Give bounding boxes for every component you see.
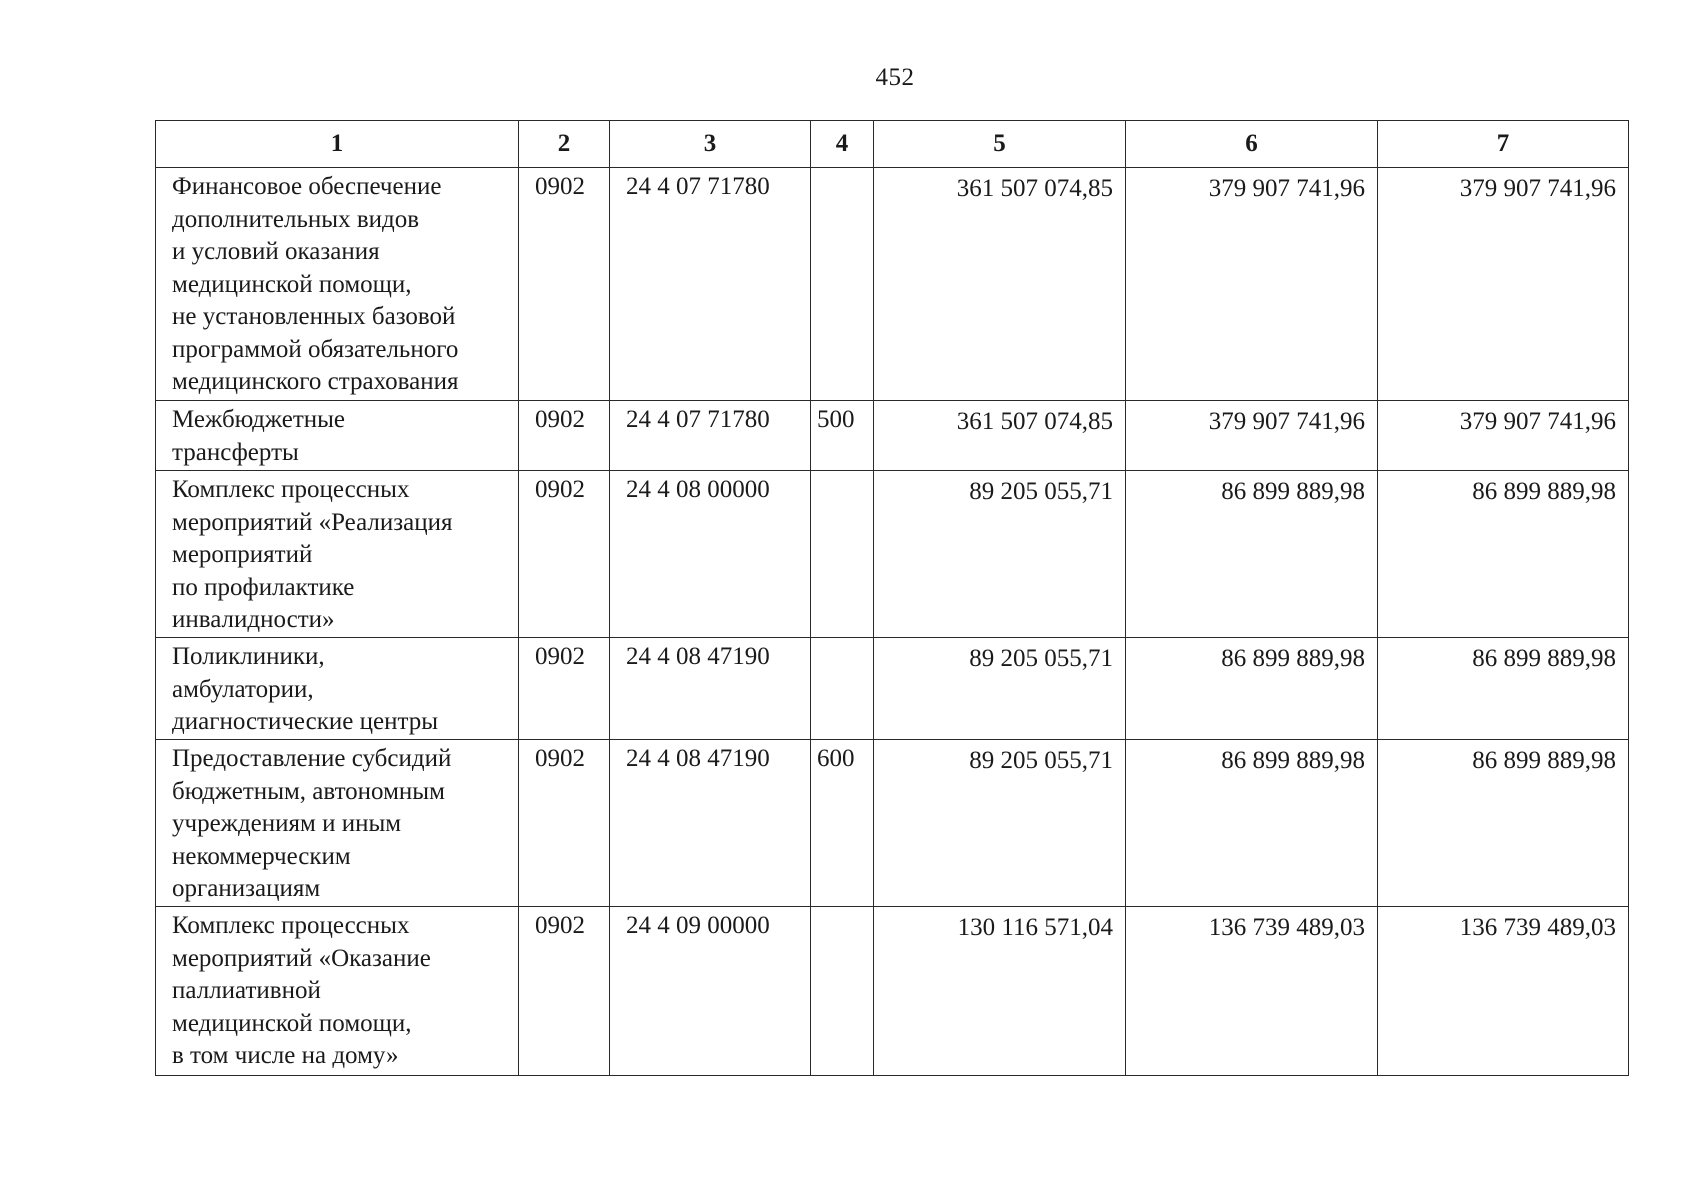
cell-amount-6: 86 899 889,98 <box>1126 638 1378 740</box>
column-header-1: 1 <box>156 121 519 168</box>
cell-amount-7: 86 899 889,98 <box>1378 638 1629 740</box>
cell-amount-6: 86 899 889,98 <box>1126 740 1378 907</box>
cell-target-code: 24 4 07 71780 <box>610 401 811 471</box>
cell-expense-type: 600 <box>811 740 874 907</box>
cell-amount-5: 89 205 055,71 <box>874 740 1126 907</box>
cell-expense-type <box>811 471 874 638</box>
column-header-3: 3 <box>610 121 811 168</box>
table-header-row <box>156 121 1629 168</box>
cell-expense-type <box>811 907 874 1076</box>
cell-amount-5: 89 205 055,71 <box>874 638 1126 740</box>
table-row <box>156 471 1629 638</box>
cell-amount-5: 361 507 074,85 <box>874 401 1126 471</box>
table-row <box>156 638 1629 740</box>
column-header-7: 7 <box>1378 121 1629 168</box>
column-header-6: 6 <box>1126 121 1378 168</box>
column-header-2: 2 <box>519 121 610 168</box>
cell-amount-6: 379 907 741,96 <box>1126 401 1378 471</box>
cell-amount-5: 89 205 055,71 <box>874 471 1126 638</box>
cell-target-code: 24 4 08 47190 <box>610 740 811 907</box>
cell-name: Поликлиники, амбулатории, диагностические центры <box>156 638 519 740</box>
cell-target-code: 24 4 08 47190 <box>610 638 811 740</box>
cell-amount-5: 361 507 074,85 <box>874 168 1126 401</box>
cell-section: 0902 <box>519 740 610 907</box>
cell-amount-6: 379 907 741,96 <box>1126 168 1378 401</box>
table-row <box>156 401 1629 471</box>
cell-amount-7: 379 907 741,96 <box>1378 401 1629 471</box>
cell-section: 0902 <box>519 907 610 1076</box>
cell-name: Межбюджетные трансферты <box>156 401 519 471</box>
column-header-5: 5 <box>874 121 1126 168</box>
cell-section: 0902 <box>519 471 610 638</box>
cell-target-code: 24 4 07 71780 <box>610 168 811 401</box>
cell-amount-7: 379 907 741,96 <box>1378 168 1629 401</box>
cell-amount-5: 130 116 571,04 <box>874 907 1126 1076</box>
cell-expense-type <box>811 168 874 401</box>
cell-amount-7: 136 739 489,03 <box>1378 907 1629 1076</box>
cell-target-code: 24 4 08 00000 <box>610 471 811 638</box>
cell-name: Комплекс процессных мероприятий «Реализация мероприятий по профилактике инвалидности» <box>156 471 519 638</box>
table-row <box>156 168 1629 401</box>
cell-name: Комплекс процессных мероприятий «Оказание паллиативной медицинской помощи, в том числе на дому» <box>156 907 519 1076</box>
cell-section: 0902 <box>519 401 610 471</box>
table-row <box>156 907 1629 1076</box>
cell-name: Финансовое обеспечение дополнительных видов и условий оказания медицинской помощи, не установленных базовой программой обязательного медицинского страхования <box>156 168 519 401</box>
column-header-4: 4 <box>811 121 874 168</box>
cell-section: 0902 <box>519 638 610 740</box>
cell-section: 0902 <box>519 168 610 401</box>
cell-target-code: 24 4 09 00000 <box>610 907 811 1076</box>
cell-amount-6: 136 739 489,03 <box>1126 907 1378 1076</box>
cell-amount-7: 86 899 889,98 <box>1378 740 1629 907</box>
table-row <box>156 740 1629 907</box>
cell-expense-type: 500 <box>811 401 874 471</box>
cell-amount-7: 86 899 889,98 <box>1378 471 1629 638</box>
cell-expense-type <box>811 638 874 740</box>
page-number: 452 <box>875 64 915 91</box>
cell-name: Предоставление субсидий бюджетным, автономным учреждениям и иным некоммерческим организациям <box>156 740 519 907</box>
cell-amount-6: 86 899 889,98 <box>1126 471 1378 638</box>
budget-table <box>155 120 1629 1076</box>
